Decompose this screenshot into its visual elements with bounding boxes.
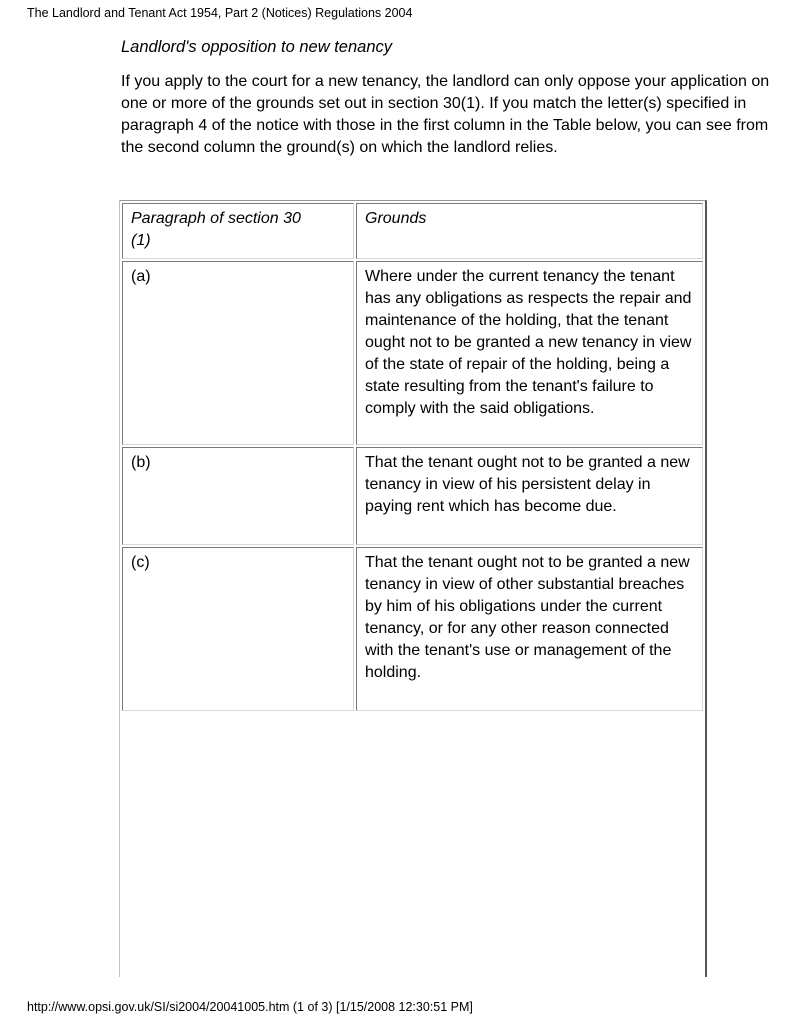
column-header-grounds: Grounds [356, 203, 703, 259]
footer-url-text: http://www.opsi.gov.uk/SI/si2004/20041005.htm (1 of 3) [1/15/2008 12:30:51 PM] [27, 1000, 473, 1014]
ground-text-c: That the tenant ought not to be granted a new tenancy in view of other substantial breaches by him of his obligations under the current tenancy, or for any other reason connected with the tenant's use or management of the holding. [356, 547, 703, 711]
paragraph-letter-b: (b) [122, 447, 354, 545]
intro-paragraph: If you apply to the court for a new tenancy, the landlord can only oppose your application on one or more of the grounds set out in section 30(1). If you match the letter(s) specified in paragraph 4 of the notice with those in the first column in the Table below, you can see from the second column the ground(s) on which the landlord relies. [121, 73, 770, 156]
table-header-row [122, 203, 703, 259]
grounds-table [120, 201, 705, 713]
column-header-paragraph [122, 203, 354, 259]
ground-text-a: Where under the current tenancy the tenant has any obligations as respects the repair and maintenance of the holding, that the tenant ought not to be granted a new tenancy in view of the state of repair of the holding, being a state resulting from the tenant's failure to comply with the said obligations. [356, 261, 703, 445]
paragraph-letter-c: (c) [122, 547, 354, 711]
table-row-c [122, 547, 703, 711]
table-row-a [122, 261, 703, 445]
paragraph-letter-a: (a) [122, 261, 354, 445]
document-header-text: The Landlord and Tenant Act 1954, Part 2 (Notices) Regulations 2004 [27, 6, 413, 20]
ground-text-b: That the tenant ought not to be granted a new tenancy in view of his persistent delay in paying rent which has become due. [356, 447, 703, 545]
page-title: Landlord's opposition to new tenancy [121, 38, 393, 56]
table-row-b [122, 447, 703, 545]
grounds-table-frame [119, 200, 707, 977]
column-header-paragraph-label: Paragraph of section 30 (1) [131, 210, 301, 249]
